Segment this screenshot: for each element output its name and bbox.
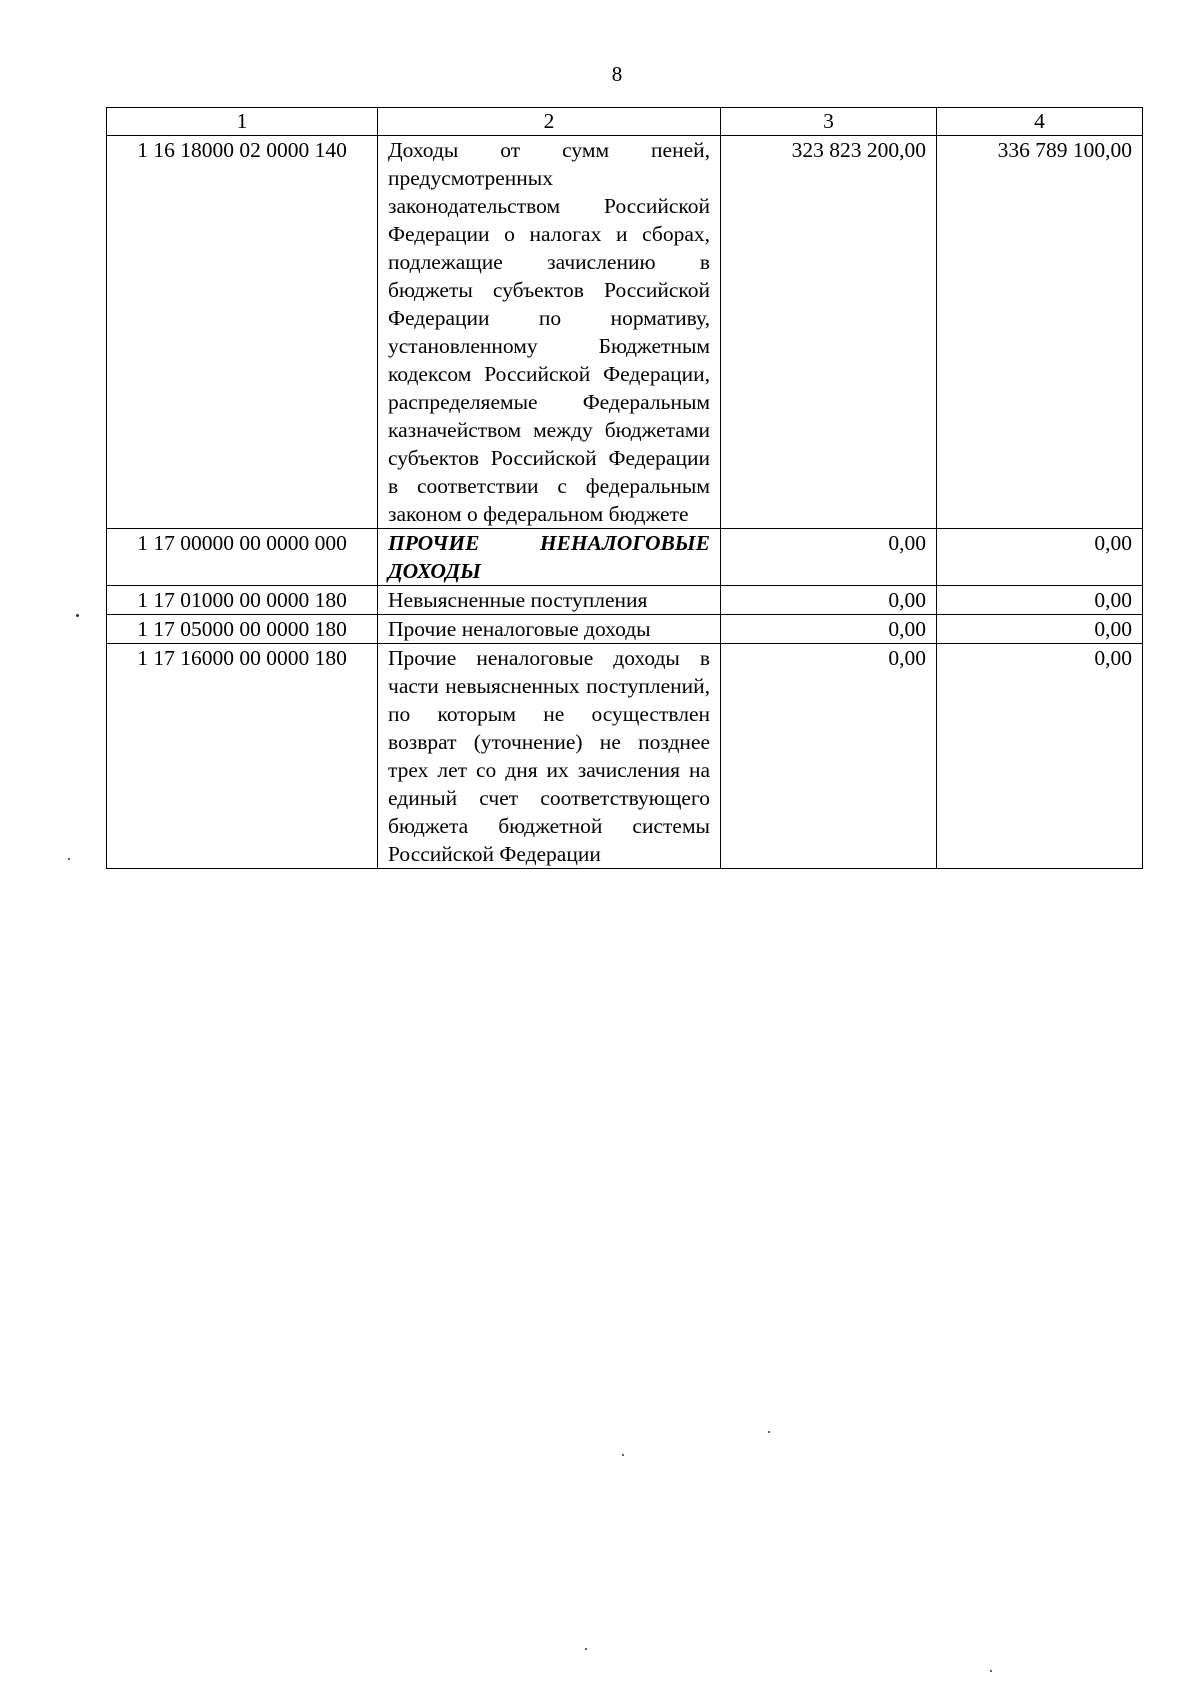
scan-speck xyxy=(585,1648,587,1650)
header-col-1: 1 xyxy=(107,108,378,136)
amount-col-3: 0,00 xyxy=(721,615,937,644)
table-header-row xyxy=(107,108,1143,136)
scan-speck xyxy=(990,1670,992,1672)
table-row xyxy=(107,529,1143,586)
amount-col-3: 323 823 200,00 xyxy=(721,136,937,529)
header-col-4: 4 xyxy=(937,108,1143,136)
revenue-code: 1 17 16000 00 0000 180 xyxy=(107,644,378,869)
amount-col-3: 0,00 xyxy=(721,529,937,586)
amount-col-3: 0,00 xyxy=(721,586,937,615)
revenue-description: ПРОЧИЕ НЕНАЛОГОВЫЕ ДОХОДЫ xyxy=(378,529,721,586)
scan-speck xyxy=(622,1454,624,1456)
revenue-code: 1 17 01000 00 0000 180 xyxy=(107,586,378,615)
amount-col-4: 0,00 xyxy=(937,615,1143,644)
revenue-description: Прочие неналоговые доходы xyxy=(378,615,721,644)
scan-speck xyxy=(68,858,70,860)
header-col-3: 3 xyxy=(721,108,937,136)
amount-col-4: 336 789 100,00 xyxy=(937,136,1143,529)
revenue-description: Прочие неналоговые доходы в части невыясненных поступлений, по которым не осуществлен возврат (уточнение) не позднее трех лет со дня их зачисления на единый счет соответствующего бюджета бюджетной системы Российской Федерации xyxy=(378,644,721,869)
table-row xyxy=(107,615,1143,644)
amount-col-4: 0,00 xyxy=(937,586,1143,615)
revenue-description: Доходы от сумм пеней, предусмотренных законодательством Российской Федерации о налогах и сборах, подлежащие зачислению в бюджеты субъектов Российской Федерации по нормативу, установленному Бюджетным кодексом Российской Федерации, распределяемые Федеральным казначейством между бюджетами субъектов Российской Федерации в соответствии с федеральным законом о федеральном бюджете xyxy=(378,136,721,529)
amount-col-4: 0,00 xyxy=(937,644,1143,869)
revenue-code: 1 16 18000 02 0000 140 xyxy=(107,136,378,529)
table-row xyxy=(107,644,1143,869)
scan-speck xyxy=(768,1431,770,1433)
revenue-code: 1 17 05000 00 0000 180 xyxy=(107,615,378,644)
page-number: 8 xyxy=(611,62,623,86)
table-row xyxy=(107,136,1143,529)
revenue-code: 1 17 00000 00 0000 000 xyxy=(107,529,378,586)
header-col-2: 2 xyxy=(378,108,721,136)
revenue-table xyxy=(106,107,1143,869)
revenue-description: Невыясненные поступления xyxy=(378,586,721,615)
scan-speck xyxy=(76,614,79,617)
amount-col-3: 0,00 xyxy=(721,644,937,869)
amount-col-4: 0,00 xyxy=(937,529,1143,586)
table-row xyxy=(107,586,1143,615)
